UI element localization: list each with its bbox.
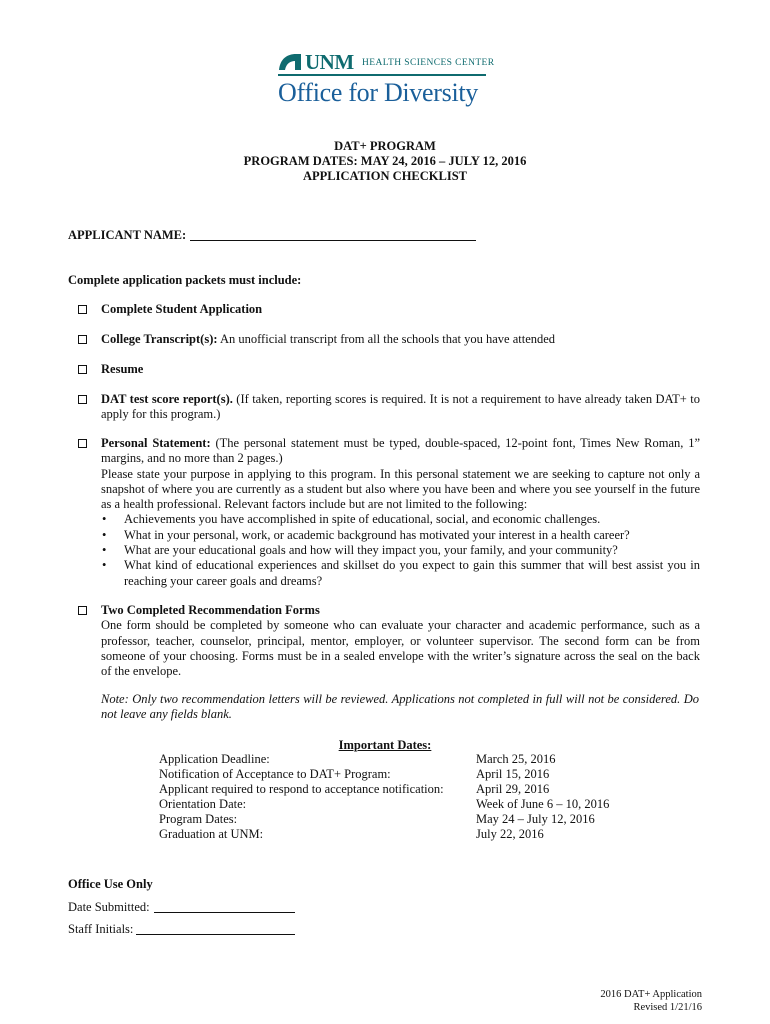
office-use-title: Office Use Only	[68, 877, 153, 891]
important-dates-labels	[159, 752, 444, 842]
date-submitted-field[interactable]	[154, 912, 295, 913]
date-label: Applicant required to respond to acceptance notification:	[159, 782, 444, 796]
applicant-name-field[interactable]	[190, 240, 476, 241]
logo-header	[278, 50, 495, 74]
staff-initials-field[interactable]	[136, 934, 295, 935]
applicant-name-label: APPLICANT NAME:	[68, 228, 187, 242]
logo-subbrand-text: HEALTH SCIENCES CENTER	[362, 58, 495, 68]
checklist-item-resume	[68, 362, 700, 377]
item-label: Personal Statement:	[101, 436, 211, 450]
title-line-3: APPLICATION CHECKLIST	[302, 169, 468, 183]
note-text: Note: Only two recommendation letters will be reviewed. Applications not completed in full will not be considered. Do not leave any fields blank.	[101, 692, 699, 722]
checklist-item-personal-statement	[68, 436, 700, 589]
page-footer	[560, 988, 702, 1014]
footer-line-2: Revised 1/21/16	[633, 1002, 702, 1013]
date-value: March 25, 2016	[476, 752, 556, 766]
personal-statement-paragraph: Please state your purpose in applying to this program. In this personal statement we are seeking to capture not only a snapshot of where you are currently as a student but also where you have been and where you see yourself in the future as a health professional. Relevant factors include but are not limited to the following:	[101, 466, 700, 512]
checkbox[interactable]	[78, 395, 87, 404]
bullet-item: • Achievements you have accomplished in spite of educational, social, and economic challenges.	[101, 512, 700, 527]
footer-line-1: 2016 DAT+ Application	[600, 989, 702, 1000]
staff-initials-label: Staff Initials:	[68, 922, 134, 936]
packets-heading: Complete application packets must include:	[68, 273, 302, 287]
logo-brand-text: UNM	[305, 50, 354, 74]
important-dates-heading-text: Important Dates:	[338, 738, 432, 752]
document-title	[0, 139, 770, 184]
date-submitted-label: Date Submitted:	[68, 900, 150, 914]
date-label: Notification of Acceptance to DAT+ Program:	[159, 767, 391, 781]
item-text: (If taken, reporting scores is required. It is not a requirement to have already taken DAT+ to apply for this program.)	[101, 392, 700, 422]
checkbox[interactable]	[78, 606, 87, 615]
date-value: July 22, 2016	[476, 827, 544, 841]
date-value: April 15, 2016	[476, 767, 550, 781]
checkbox[interactable]	[78, 365, 87, 374]
bullet-item: • What are your educational goals and how will they impact you, your family, and your community?	[101, 543, 700, 558]
title-line-1: DAT+ PROGRAM	[334, 139, 436, 153]
date-label: Application Deadline:	[159, 752, 270, 766]
item-label: Resume	[101, 362, 144, 376]
date-label: Orientation Date:	[159, 797, 247, 811]
checkbox[interactable]	[78, 335, 87, 344]
checklist-item-dat-scores	[68, 392, 700, 423]
item-label: Two Completed Recommendation Forms	[101, 603, 320, 617]
unm-mark-icon	[278, 53, 302, 71]
bullet-item: • What in your personal, work, or academic background has motivated your interest in a health career?	[101, 528, 700, 543]
checklist-item-recommendations	[68, 603, 700, 679]
date-value: April 29, 2016	[476, 782, 550, 796]
checkbox[interactable]	[78, 305, 87, 314]
logo-rule	[278, 74, 486, 76]
item-text: (The personal statement must be typed, double-spaced, 12-point font, Times New Roman, 1” margins, and no more than 2 pages.)	[101, 436, 700, 466]
item-text: An unofficial transcript from all the schools that you have attended	[217, 332, 556, 346]
item-label: Complete Student Application	[101, 302, 263, 316]
item-label: DAT test score report(s).	[101, 392, 233, 406]
bullet-item: • What kind of educational experiences and skillset do you expect to gain this summer that will best assist you in reaching your career goals and dreams?	[101, 558, 700, 589]
checklist-item-student-application	[68, 302, 700, 317]
important-dates-heading	[0, 738, 770, 753]
personal-statement-bullets	[101, 512, 700, 588]
important-dates-values	[476, 752, 609, 842]
item-label: College Transcript(s):	[101, 332, 218, 346]
date-label: Program Dates:	[159, 812, 238, 826]
checklist-item-transcripts	[68, 332, 700, 347]
item-text: One form should be completed by someone who can evaluate your character and academic performance, such as a professor, teacher, counselor, principal, mentor, employer, or volunteer supervisor. The second form can be from someone of your choosing. Forms must be in a sealed envelope with the writer’s signature across the seal on the back of the envelope.	[101, 618, 700, 679]
date-value: Week of June 6 – 10, 2016	[476, 797, 610, 811]
title-line-2: PROGRAM DATES: MAY 24, 2016 – JULY 12, 2016	[243, 154, 527, 168]
date-label: Graduation at UNM:	[159, 827, 264, 841]
checkbox[interactable]	[78, 439, 87, 448]
date-value: May 24 – July 12, 2016	[476, 812, 595, 826]
logo-office-text: Office for Diversity	[278, 78, 479, 107]
unm-logo	[278, 50, 495, 110]
